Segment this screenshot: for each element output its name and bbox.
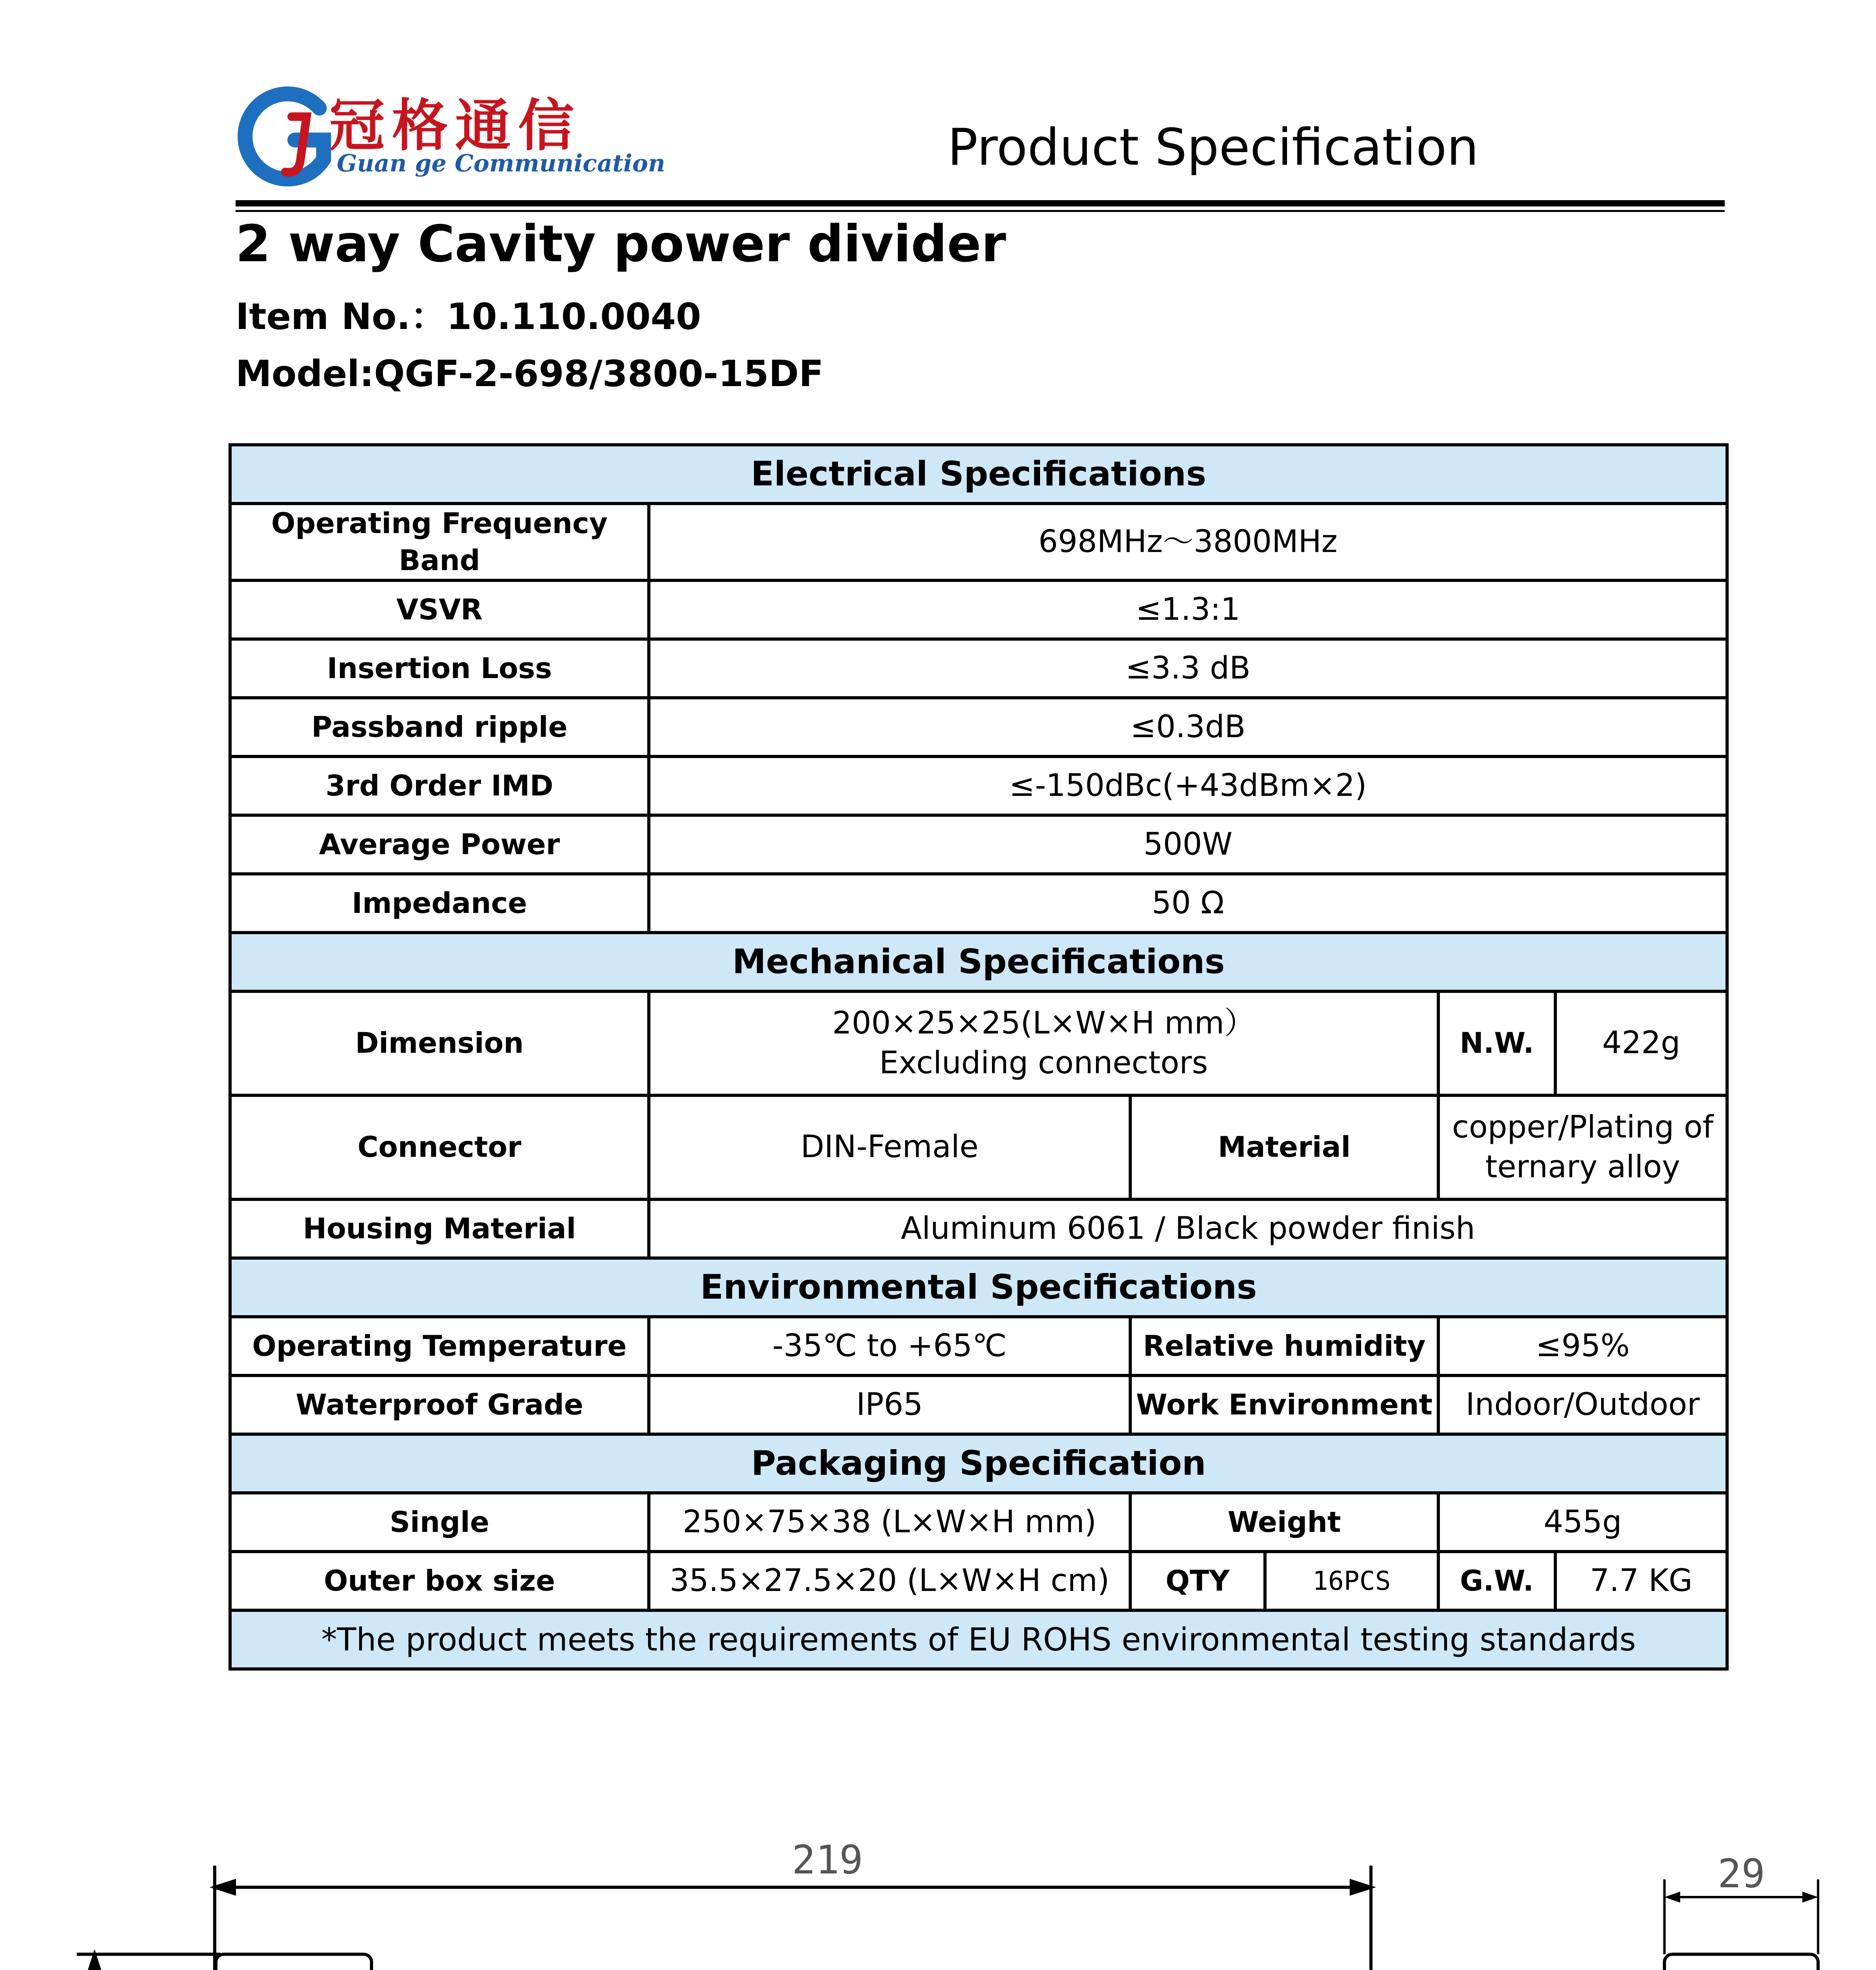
row-label: VSVR (230, 580, 649, 639)
dim-length-label: 219 (792, 1837, 863, 1883)
section-title: Environmental Specifications (230, 1258, 1727, 1317)
connector-top-left-icon (216, 1954, 371, 1970)
logo-text-chinese: 冠格通信 (329, 93, 581, 158)
model-number: Model:QGF-2-698/3800-15DF (236, 353, 824, 395)
spec-table (228, 443, 1729, 1671)
header-divider (236, 200, 1725, 206)
row-value (1438, 1095, 1727, 1199)
section-header-electrical (230, 445, 1727, 504)
header-divider-thin (236, 210, 1725, 212)
product-title: 2 way Cavity power divider (236, 215, 1006, 273)
dimension-note: Excluding connectors (879, 1045, 1208, 1081)
header-title: Product Specification (947, 118, 1479, 177)
table-note-row (230, 1610, 1727, 1669)
row-label: Connector (230, 1095, 649, 1199)
row-label: Work Environment (1130, 1375, 1438, 1434)
side-view (1664, 1851, 1818, 1970)
table-row (230, 639, 1727, 698)
table-row (230, 1199, 1727, 1258)
row-value: 250×75×38 (L×W×H mm) (649, 1493, 1130, 1552)
row-value: DIN-Female (649, 1095, 1130, 1199)
row-value (649, 991, 1438, 1095)
row-value: 698MHz～3800MHz (649, 504, 1727, 580)
row-value: 35.5×27.5×20 (L×W×H cm) (649, 1552, 1130, 1610)
height-dimension (38, 1954, 221, 1970)
row-value: ≤0.3dB (649, 698, 1727, 756)
row-label: Insertion Loss (230, 639, 649, 698)
length-dimension (215, 1837, 1371, 1970)
row-label: Material (1130, 1095, 1438, 1199)
row-label: Operating Frequency Band (230, 504, 649, 580)
section-title: Packaging Specification (230, 1434, 1727, 1493)
row-label: Dimension (230, 991, 649, 1095)
table-row (230, 815, 1727, 874)
section-title: Electrical Specifications (230, 445, 1727, 504)
table-row (230, 698, 1727, 756)
row-label: Single (230, 1493, 649, 1552)
row-value: ≤95% (1438, 1317, 1727, 1375)
dim-side-width-label: 29 (1718, 1851, 1765, 1897)
row-value: 500W (649, 815, 1727, 874)
table-row (230, 1095, 1727, 1199)
row-value: IP65 (649, 1375, 1130, 1434)
row-label: Passband ripple (230, 698, 649, 756)
row-value: 7.7 KG (1555, 1552, 1727, 1610)
section-header-mechanical (230, 933, 1727, 991)
logo-text-english: Guan ge Communication (337, 150, 665, 177)
row-value: Aluminum 6061 / Black powder finish (649, 1199, 1727, 1258)
technical-drawing (0, 1773, 1876, 1970)
item-number: Item No.：10.110.0040 (236, 296, 701, 338)
table-row (230, 756, 1727, 815)
row-label: N.W. (1438, 991, 1555, 1095)
row-label: Operating Temperature (230, 1317, 649, 1375)
table-row (230, 504, 1727, 580)
row-label: Waterproof Grade (230, 1375, 649, 1434)
table-row (230, 874, 1727, 933)
row-value: 50 Ω (649, 874, 1727, 933)
table-row (230, 1317, 1727, 1375)
table-row (230, 991, 1727, 1095)
section-title: Mechanical Specifications (230, 933, 1727, 991)
row-value: ≤-150dBc(+43dBm×2) (649, 756, 1727, 815)
table-row (230, 1493, 1727, 1552)
material-value-line: copper/Plating of (1452, 1109, 1714, 1145)
dimension-value: 200×25×25(L×W×H mm） (832, 1005, 1255, 1041)
row-value: -35℃ to +65℃ (649, 1317, 1130, 1375)
row-value: ≤1.3:1 (649, 580, 1727, 639)
table-row (230, 580, 1727, 639)
row-label: Housing Material (230, 1199, 649, 1258)
row-label: Average Power (230, 815, 649, 874)
row-value: Indoor/Outdoor (1438, 1375, 1727, 1434)
row-label: QTY (1130, 1552, 1265, 1610)
row-label: Weight (1130, 1493, 1438, 1552)
row-value: 455g (1438, 1493, 1727, 1552)
row-label: G.W. (1438, 1552, 1555, 1610)
row-value: ≤3.3 dB (649, 639, 1727, 698)
table-row (230, 1375, 1727, 1434)
row-label: 3rd Order IMD (230, 756, 649, 815)
section-header-packaging (230, 1434, 1727, 1493)
row-value: 422g (1555, 991, 1727, 1095)
row-label: Impedance (230, 874, 649, 933)
company-logo-icon (236, 85, 343, 191)
table-row (230, 1552, 1727, 1610)
row-value: 16PCS (1265, 1552, 1438, 1610)
rohs-note: *The product meets the requirements of EU ROHS environmental testing standards (230, 1610, 1727, 1669)
material-value-line: ternary alloy (1485, 1149, 1680, 1185)
section-header-environmental (230, 1258, 1727, 1317)
row-label: Relative humidity (1130, 1317, 1438, 1375)
row-label: Outer box size (230, 1552, 649, 1610)
